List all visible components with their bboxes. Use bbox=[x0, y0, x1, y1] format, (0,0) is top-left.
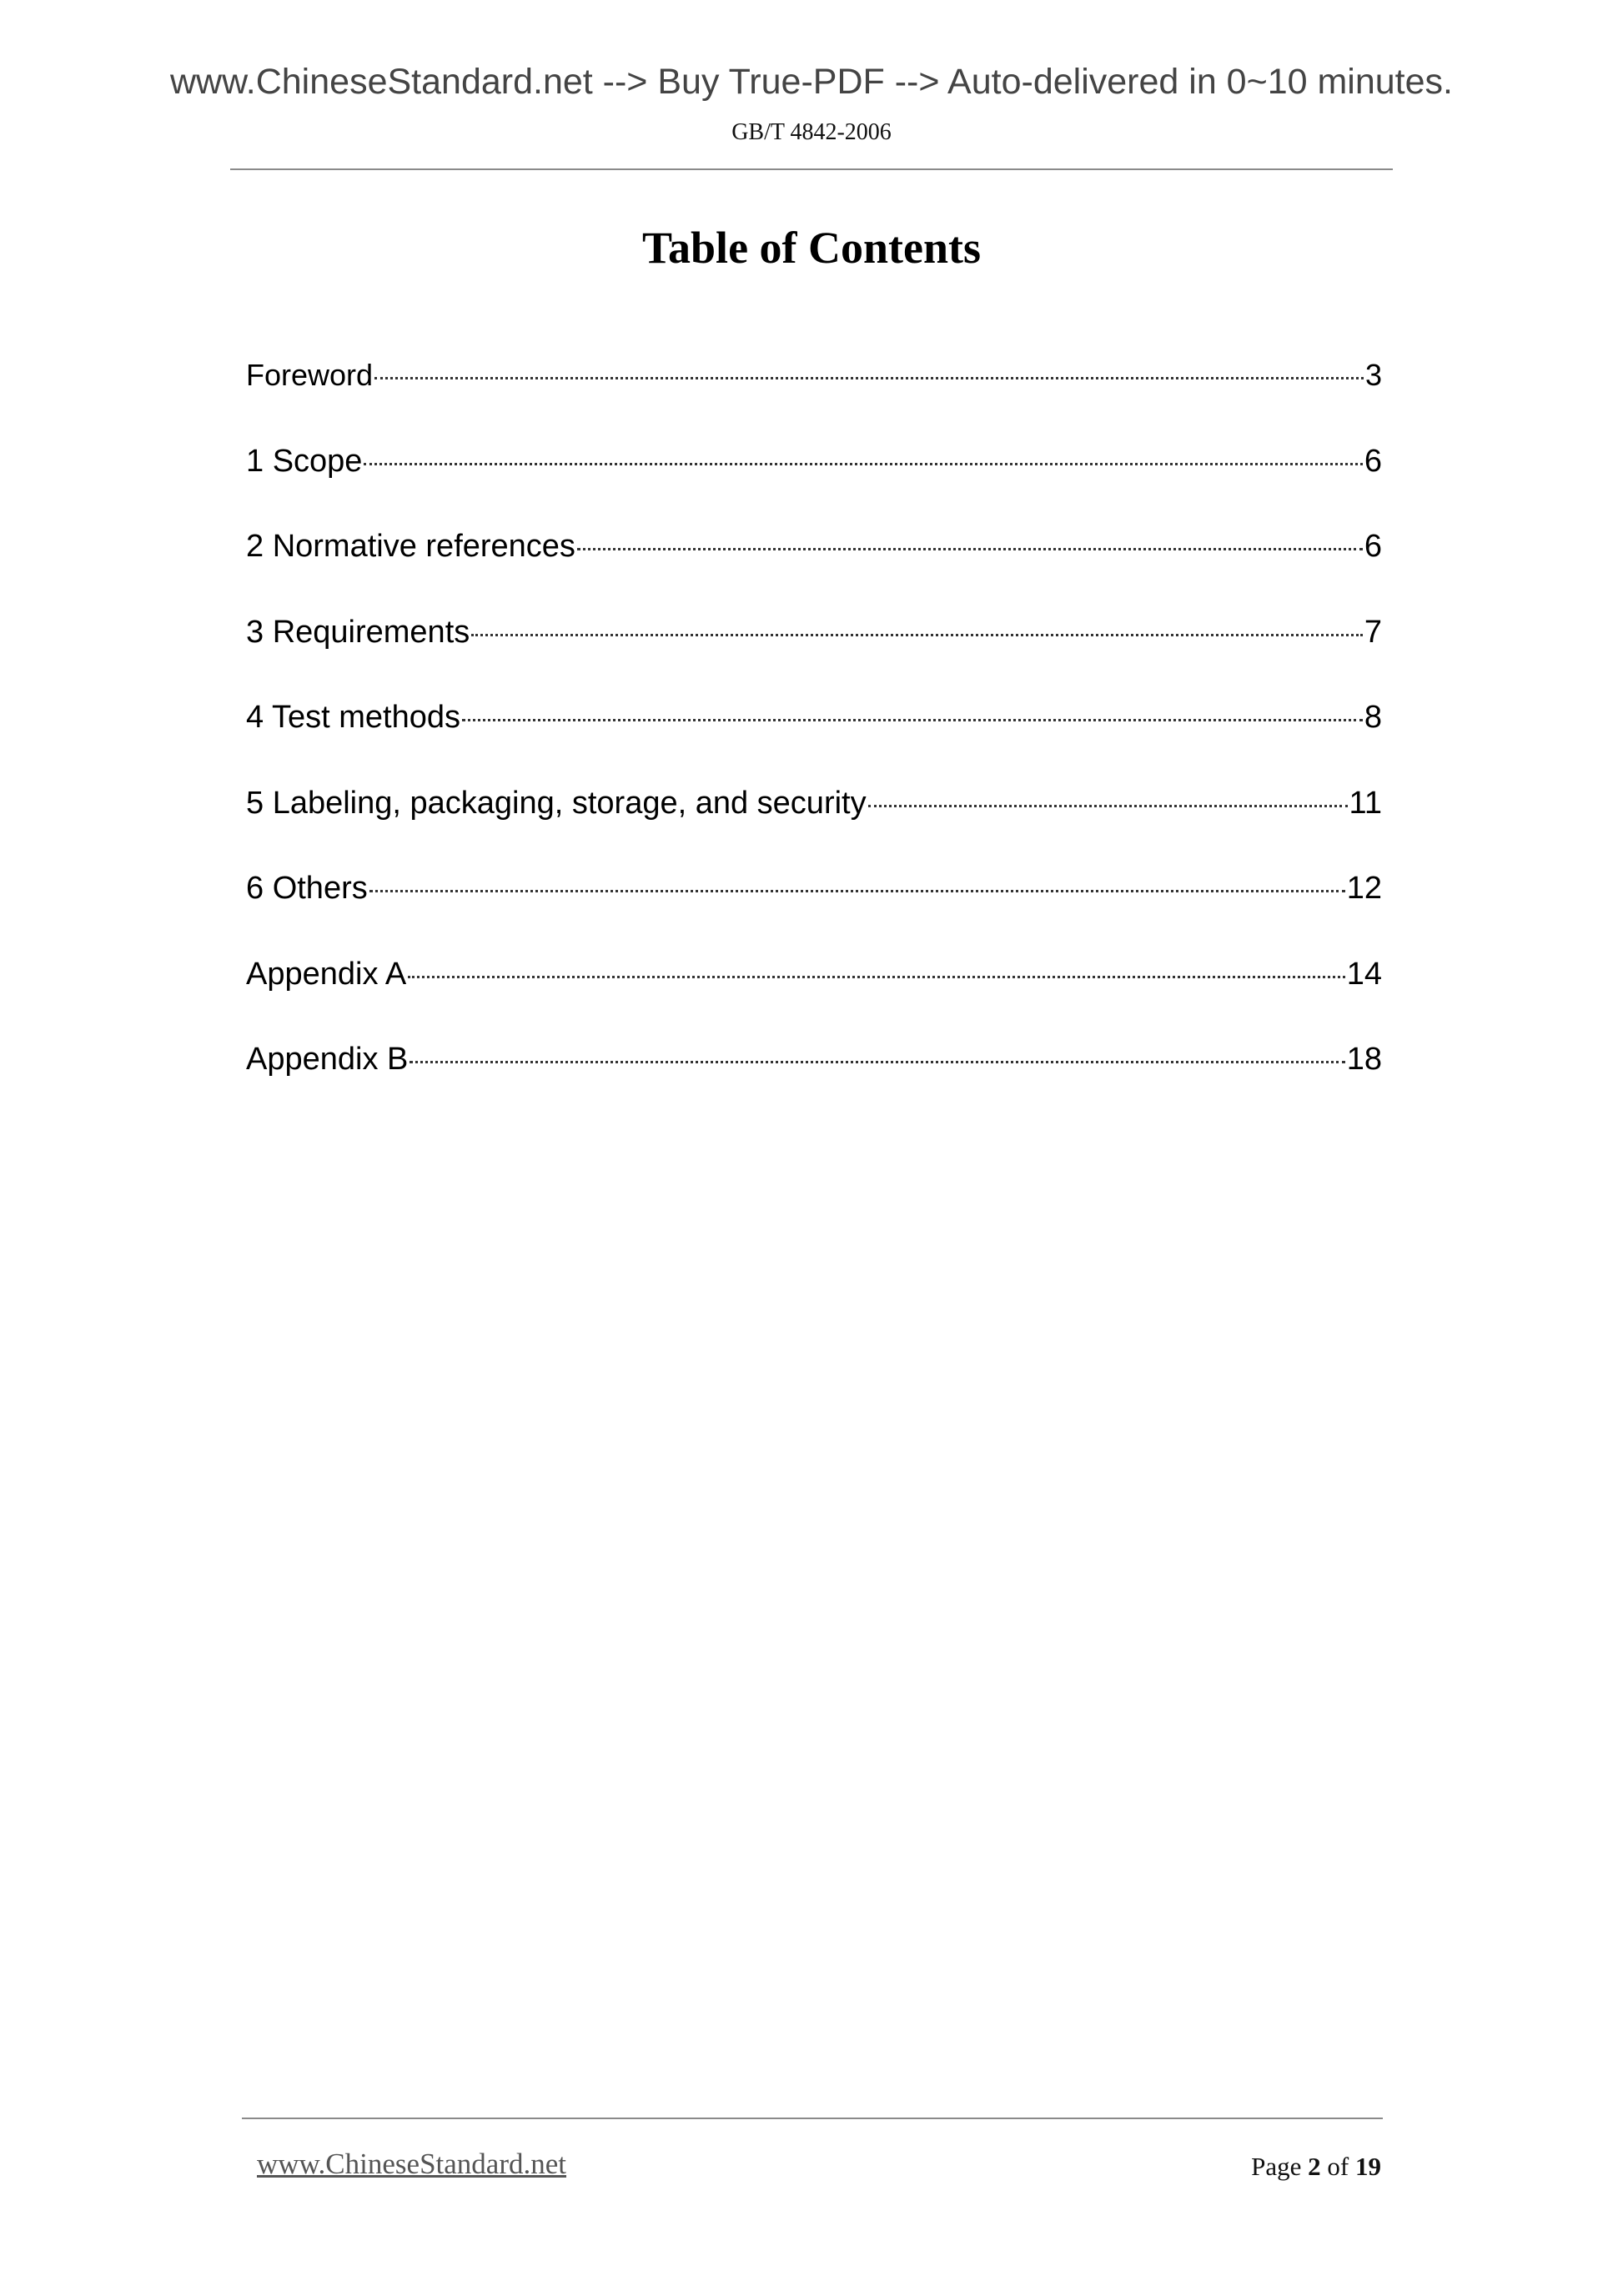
toc-entry-others[interactable] bbox=[246, 863, 1382, 949]
footer-website-link[interactable]: www.ChineseStandard.net bbox=[257, 2148, 566, 2180]
toc-entry-requirements[interactable] bbox=[246, 607, 1382, 693]
site-banner: www.ChineseStandard.net --> Buy True-PDF --> Auto-delivered in 0~10 minutes. bbox=[169, 62, 1453, 102]
toc-entry-page: 6 bbox=[1364, 443, 1382, 479]
page-of: of bbox=[1327, 2152, 1349, 2181]
toc-entry-label: 4 Test methods bbox=[246, 700, 461, 735]
table-of-contents bbox=[246, 350, 1382, 1120]
total-page-count: 19 bbox=[1355, 2152, 1381, 2181]
toc-entry-label: Appendix B bbox=[246, 1042, 409, 1077]
toc-entry-scope[interactable] bbox=[246, 436, 1382, 522]
toc-entry-label: 1 Scope bbox=[246, 443, 363, 479]
toc-entry-label: 3 Requirements bbox=[246, 614, 470, 650]
dot-leader bbox=[408, 976, 1344, 978]
toc-entry-appendix-a[interactable] bbox=[246, 949, 1382, 1035]
dot-leader bbox=[471, 634, 1363, 636]
toc-entry-test-methods[interactable] bbox=[246, 692, 1382, 778]
toc-entry-label: 6 Others bbox=[246, 871, 368, 906]
toc-entry-page: 11 bbox=[1349, 785, 1382, 821]
toc-entry-label: 2 Normative references bbox=[246, 529, 575, 564]
header-divider bbox=[230, 168, 1393, 170]
toc-entry-label: Foreword bbox=[246, 358, 374, 392]
dot-leader bbox=[577, 548, 1363, 550]
dot-leader bbox=[369, 890, 1345, 892]
dot-leader bbox=[462, 719, 1363, 721]
toc-entry-labeling[interactable] bbox=[246, 778, 1382, 864]
toc-entry-appendix-b[interactable] bbox=[246, 1034, 1382, 1120]
page-prefix: Page bbox=[1251, 2152, 1302, 2181]
page-indicator bbox=[1251, 2150, 1381, 2183]
toc-entry-page: 7 bbox=[1364, 614, 1382, 650]
toc-entry-normative-references[interactable] bbox=[246, 521, 1382, 607]
toc-entry-page: 3 bbox=[1364, 358, 1382, 392]
toc-entry-label: 5 Labeling, packaging, storage, and security bbox=[246, 785, 867, 821]
toc-entry-foreword[interactable] bbox=[246, 350, 1382, 436]
document-code: GB/T 4842-2006 bbox=[731, 119, 892, 145]
dot-leader bbox=[868, 805, 1348, 807]
toc-entry-page: 8 bbox=[1364, 700, 1382, 735]
current-page-number: 2 bbox=[1308, 2152, 1321, 2181]
dot-leader bbox=[364, 463, 1362, 465]
toc-entry-label: Appendix A bbox=[246, 956, 407, 992]
toc-entry-page: 12 bbox=[1346, 871, 1382, 906]
footer-divider bbox=[242, 2118, 1383, 2119]
toc-entry-page: 18 bbox=[1346, 1042, 1382, 1077]
toc-entry-page: 14 bbox=[1346, 956, 1382, 992]
page-title: Table of Contents bbox=[641, 223, 982, 273]
dot-leader bbox=[410, 1061, 1344, 1063]
dot-leader bbox=[374, 377, 1364, 379]
toc-entry-page: 6 bbox=[1364, 529, 1382, 564]
